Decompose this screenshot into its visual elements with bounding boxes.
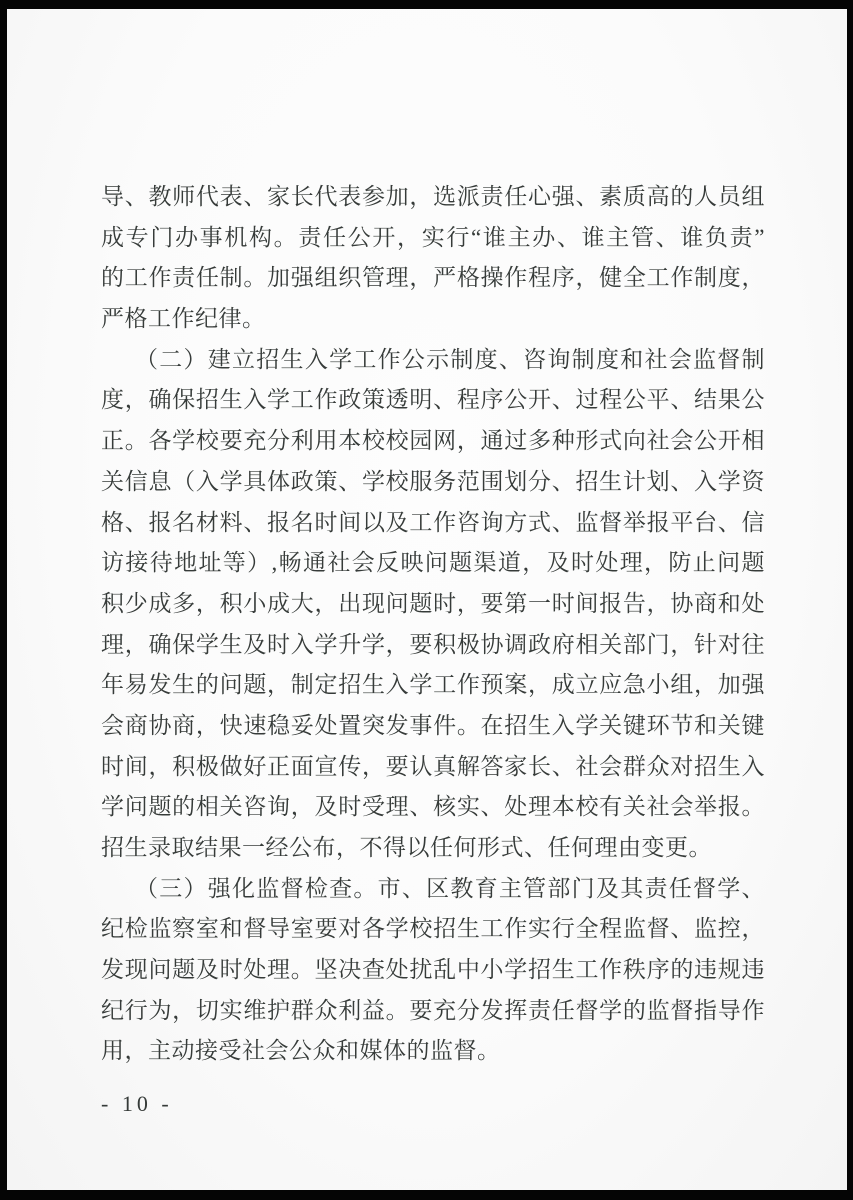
text-line: 时间，积极做好正面宣传，要认真解答家长、社会群众对招生入 [101,753,765,779]
text-line: 度，确保招生入学工作政策透明、程序公开、过程公平、结果公 [101,387,765,413]
text-line-paragraph-start: （二）建立招生入学工作公示制度、咨询制度和社会监督制 [135,346,765,372]
text-line: 用，主动接受社会公众和媒体的监督。 [101,1038,501,1064]
text-line-paragraph-start: （三）强化监督检查。市、区教育主管部门及其责任督学、 [135,875,765,901]
text-line: 严格工作纪律。 [101,306,266,332]
text-line: 发现问题及时处理。坚决查处扰乱中小学招生工作秩序的违规违 [101,957,765,983]
text-line: 导、教师代表、家长代表参加，选派责任心强、素质高的人员组 [101,184,765,209]
document-page [7,9,847,1190]
text-line: 理，确保学生及时入学升学，要积极协调政府相关部门，针对往 [101,631,765,657]
text-line: 成专门办事机构。责任公开，实行“谁主办、谁主管、谁负责” [101,224,765,250]
text-line: 招生录取结果一经公布，不得以任何形式、任何理由变更。 [101,835,712,860]
text-line: 年易发生的问题，制定招生入学工作预案，成立应急小组，加强 [101,672,765,698]
document-body-text [101,177,765,1072]
text-line: 纪检监察室和督导室要对各学校招生工作实行全程监督、监控， [101,916,765,942]
text-line: 关信息（入学具体政策、学校服务范围划分、招生计划、入学资 [101,468,765,494]
text-line: 正。各学校要充分利用本校校园网，通过多种形式向社会公开相 [101,428,765,454]
text-line: 学问题的相关咨询，及时受理、核实、处理本校有关社会举报。 [101,794,765,820]
text-line: 访接待地址等）,畅通社会反映问题渠道，及时处理，防止问题 [101,550,765,576]
page-number: - 10 - [101,1091,173,1116]
text-line: 纪行为，切实维护群众利益。要充分发挥责任督学的监督指导作 [101,997,765,1023]
text-line: 格、报名材料、报名时间以及工作咨询方式、监督举报平台、信 [101,509,765,535]
text-line: 会商协商，快速稳妥处置突发事件。在招生入学关键环节和关键 [101,712,765,738]
text-line: 积少成多，积小成大，出现问题时，要第一时间报告，协商和处 [101,590,765,616]
text-line: 的工作责任制。加强组织管理，严格操作程序，健全工作制度， [101,265,765,291]
